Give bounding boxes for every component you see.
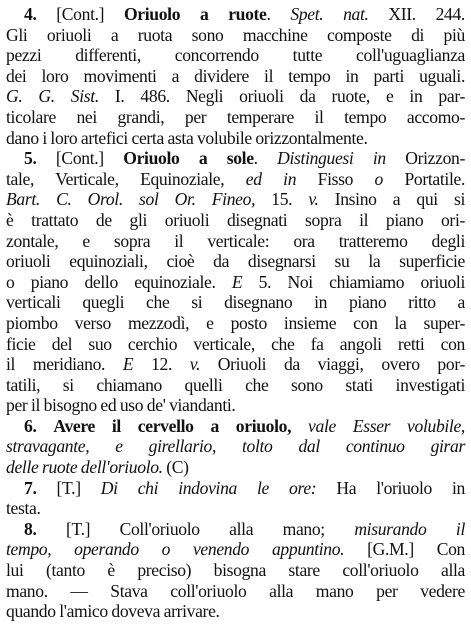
text-run: piombo verso mezzodì, e posto insieme con la super-	[6, 312, 465, 333]
text-run: testa.	[6, 498, 41, 519]
text-run: Oriuoli da viaggi, overo por-	[200, 354, 465, 375]
italic-text: Bart. C. Orol. sol Or. Fineo,	[6, 189, 256, 210]
italic-text: tempo, operando o venendo appuntino.	[6, 539, 345, 560]
text-line	[6, 560, 465, 581]
bold-text: Oriuolo a sole	[123, 148, 254, 169]
text-run: I. 486. Negli oriuoli da ruote, e in par-	[98, 86, 465, 107]
text-line	[6, 354, 465, 375]
text-line	[6, 272, 465, 293]
text-run: tale, Verticale, Equinoziale,	[6, 168, 246, 189]
text-line	[6, 251, 465, 272]
text-run: ficie del suo cerchio verticale, che fa angoli retti con	[6, 333, 465, 354]
text-line	[6, 519, 465, 540]
text-line	[6, 169, 465, 190]
text-line	[6, 498, 465, 519]
text-run: verticali quegli che si disegnano in piano ritto a	[6, 292, 465, 313]
dictionary-entry	[6, 478, 465, 519]
text-run: tatili, si chiamano quelli che sono stati investigati	[6, 374, 465, 395]
text-run: quando l'amico doveva arrivare.	[6, 601, 220, 622]
bold-text: 7.	[24, 477, 37, 498]
text-line	[6, 210, 465, 231]
text-line	[6, 539, 465, 560]
text-line	[6, 313, 465, 334]
text-run: 12.	[133, 354, 190, 375]
text-line	[6, 416, 465, 437]
italic-text: o	[374, 168, 383, 189]
text-line	[6, 375, 465, 396]
text-line	[6, 45, 465, 66]
text-run: 5. Noi chiamiamo oriuoli	[242, 271, 465, 292]
text-run: Portatile.	[383, 168, 465, 189]
bold-text: Oriuolo a ruote	[123, 4, 267, 24]
text-run: .	[266, 4, 291, 24]
text-run: zontale, e sopra il verticale: ora tratteremo degli	[6, 230, 465, 251]
text-run: [Cont.]	[36, 148, 124, 169]
dictionary-entry	[6, 416, 465, 478]
italic-text: vale Esser volubile,	[308, 415, 465, 436]
text-run: 15.	[255, 189, 309, 210]
text-line	[6, 25, 465, 46]
text-run: Gli oriuoli a ruota sono macchine composte di più	[6, 24, 465, 45]
italic-text: E	[231, 271, 243, 292]
text-line	[6, 148, 465, 169]
italic-text: Spet. nat.	[290, 4, 369, 24]
bold-text: 5.	[24, 148, 37, 169]
text-run: o piano dello equinoziale.	[6, 271, 232, 292]
dictionary-entry	[6, 148, 465, 416]
text-run: .	[253, 148, 278, 169]
italic-text: misurando il	[354, 518, 465, 539]
bold-text: 6.	[24, 415, 37, 436]
italic-text: ed in	[245, 168, 297, 189]
text-line	[6, 478, 465, 499]
text-run: Ha l'oriuolo in	[316, 477, 465, 498]
text-run: Orizzon-	[385, 148, 466, 169]
text-line	[6, 4, 465, 25]
text-line	[6, 66, 465, 87]
dictionary-entry	[6, 519, 465, 622]
text-run: per il bisogno ed uso de' viandanti.	[6, 395, 236, 416]
text-line	[6, 601, 465, 622]
text-run: ticolare nei grandi, per temperare il tempo accomo-	[6, 106, 465, 127]
text-line	[6, 107, 465, 128]
text-run: [T.]	[36, 477, 101, 498]
italic-text: Distinguesi in	[277, 148, 386, 169]
text-run: (C)	[162, 457, 189, 478]
text-run: pezzi differenti, concorrendo tutte coll'uguaglianza	[6, 45, 465, 66]
text-run	[291, 416, 308, 436]
text-line	[6, 581, 465, 602]
text-run: XII. 244.	[368, 4, 465, 24]
italic-text: Di chi indovina le ore:	[100, 477, 317, 498]
text-line	[6, 128, 465, 149]
dictionary-entry	[6, 4, 465, 148]
italic-text: E	[122, 354, 134, 375]
text-line	[6, 436, 465, 457]
dictionary-page	[6, 4, 465, 622]
text-run	[37, 416, 54, 436]
text-run: è trattato de gli oriuoli disegnati sopra il piano ori-	[6, 209, 465, 230]
text-run: dano i loro artefici certa asta volubile orizzontalmente.	[6, 127, 368, 148]
text-line	[6, 457, 465, 478]
text-run: mano. — Stava coll'oriuolo alla mano per vedere	[6, 580, 465, 601]
text-line	[6, 189, 465, 210]
italic-text: v.	[308, 189, 319, 210]
text-line	[6, 334, 465, 355]
italic-text: v.	[189, 354, 200, 375]
text-line	[6, 292, 465, 313]
italic-text: delle ruote dell'oriuolo.	[6, 457, 163, 478]
bold-text: 4.	[24, 4, 37, 24]
bold-text: Avere il cervello a oriuolo,	[53, 415, 292, 436]
italic-text: G. G. Sist.	[6, 86, 99, 107]
bold-text: 8.	[24, 518, 37, 539]
text-line	[6, 395, 465, 416]
text-run: oriuoli equinoziali, cioè da disegnarsi su la superficie	[6, 251, 465, 272]
text-run: [T.] Coll'oriuolo alla mano;	[36, 518, 355, 539]
text-run: Insino a qui si	[318, 189, 465, 210]
italic-text: stravagante, e girellario, tolto dal continuo girar	[6, 436, 465, 457]
text-line	[6, 231, 465, 252]
text-line	[6, 86, 465, 107]
text-run: dei loro movimenti a dividere il tempo in parti uguali.	[6, 65, 465, 86]
text-run: [G.M.] Con	[344, 539, 465, 560]
text-run: [Cont.]	[36, 4, 124, 24]
text-run: il meridiano.	[6, 354, 123, 375]
text-run: lui (tanto è preciso) bisogna stare coll'oriuolo alla	[6, 560, 465, 581]
text-run: Fisso	[296, 168, 375, 189]
